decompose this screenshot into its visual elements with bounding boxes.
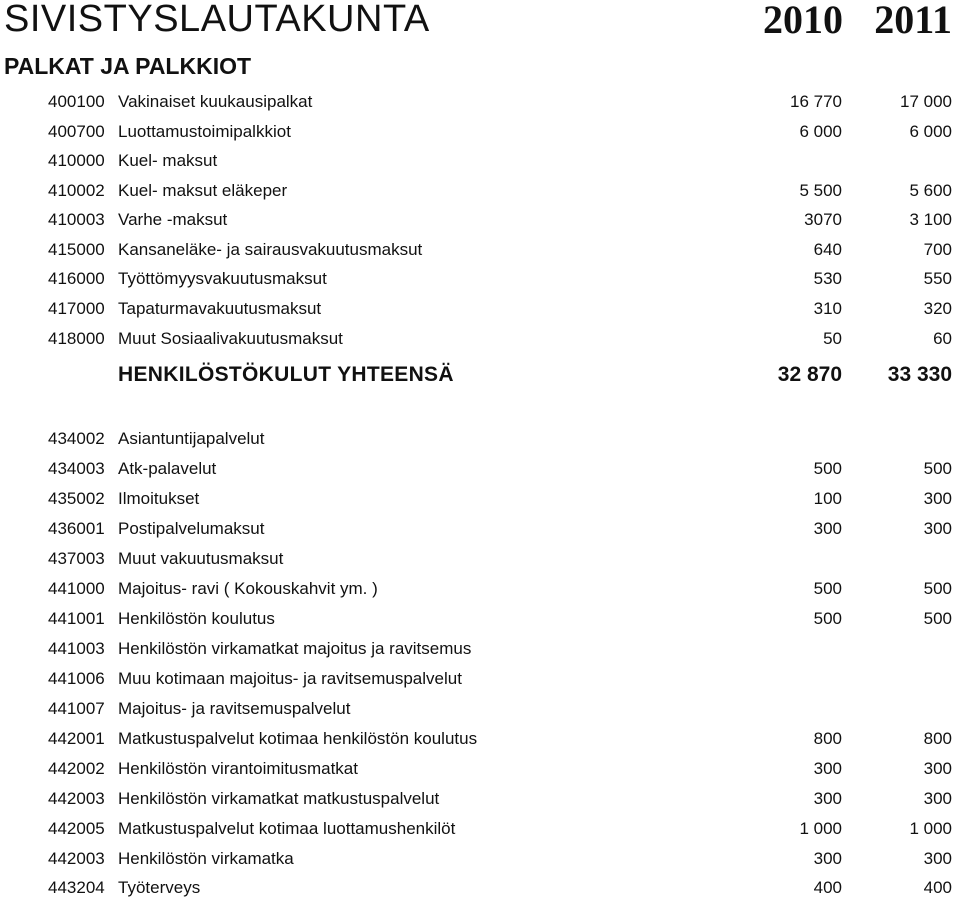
table-row xyxy=(0,237,960,263)
account-code: 442001 xyxy=(48,729,105,748)
value-2011: 500 xyxy=(923,579,952,598)
value-2011: 5 600 xyxy=(909,181,952,200)
account-code: 416000 xyxy=(48,269,105,288)
value-2011: 17 000 xyxy=(900,92,952,111)
account-code: 415000 xyxy=(48,240,105,259)
account-name: Luottamustoimipalkkiot xyxy=(118,122,291,141)
account-code: 441000 xyxy=(48,579,105,598)
account-code: 434002 xyxy=(48,429,105,448)
account-name: Muut vakuutusmaksut xyxy=(118,549,284,568)
value-2011: 1 000 xyxy=(909,819,952,838)
account-code: 400100 xyxy=(48,92,105,111)
account-code: 442002 xyxy=(48,759,105,778)
account-name: Kansaneläke- ja sairausvakuutusmaksut xyxy=(118,240,423,259)
value-2010: 1 000 xyxy=(799,819,842,838)
value-2011: 300 xyxy=(923,519,952,538)
account-code: 442003 xyxy=(48,849,105,868)
account-name: Matkustuspalvelut kotimaa henkilöstön koulutus xyxy=(118,729,478,748)
value-2011: 300 xyxy=(923,789,952,808)
value-2010: 310 xyxy=(813,299,842,318)
value-2010: 500 xyxy=(813,579,842,598)
account-code: 417000 xyxy=(48,299,105,318)
table-row xyxy=(0,816,960,842)
table-row xyxy=(0,756,960,782)
value-2011: 500 xyxy=(923,609,952,628)
account-name: Kuel- maksut eläkeper xyxy=(118,181,288,200)
account-code: 441001 xyxy=(48,609,105,628)
account-name: Majoitus- ravi ( Kokouskahvit ym. ) xyxy=(118,579,378,598)
total-2010: 32 870 xyxy=(777,363,842,386)
table-row xyxy=(0,119,960,145)
table-row xyxy=(0,516,960,542)
total-label: HENKILÖSTÖKULUT YHTEENSÄ xyxy=(118,363,454,386)
account-name: Muu kotimaan majoitus- ja ravitsemuspalvelut xyxy=(118,669,462,688)
account-name: Työterveys xyxy=(118,878,201,897)
account-code: 410000 xyxy=(48,151,105,170)
page-header xyxy=(0,0,960,40)
account-name: Henkilöstön koulutus xyxy=(118,609,275,628)
account-code: 441003 xyxy=(48,639,105,658)
account-name: Postipalvelumaksut xyxy=(118,519,265,538)
account-name: Työttömyysvakuutusmaksut xyxy=(118,269,327,288)
value-2010: 300 xyxy=(813,789,842,808)
value-2010: 6 000 xyxy=(799,122,842,141)
total-row xyxy=(0,360,960,390)
value-2010: 500 xyxy=(813,459,842,478)
table-row xyxy=(0,426,960,452)
table-row xyxy=(0,786,960,812)
account-name: Majoitus- ja ravitsemuspalvelut xyxy=(118,699,351,718)
value-2011: 320 xyxy=(923,299,952,318)
account-name: Vakinaiset kuukausipalkat xyxy=(118,92,313,111)
table-row xyxy=(0,546,960,572)
table-row xyxy=(0,576,960,602)
account-name: Henkilöstön virkamatkat majoitus ja ravitsemus xyxy=(118,639,472,658)
value-2010: 300 xyxy=(813,849,842,868)
table-row xyxy=(0,207,960,233)
value-2010: 530 xyxy=(813,269,842,288)
value-2010: 50 xyxy=(823,329,842,348)
table-row xyxy=(0,178,960,204)
value-2011: 60 xyxy=(933,329,952,348)
value-2010: 3070 xyxy=(804,210,842,229)
table-row xyxy=(0,846,960,872)
table-row xyxy=(0,696,960,722)
value-2010: 300 xyxy=(813,759,842,778)
account-code: 442005 xyxy=(48,819,105,838)
table-row xyxy=(0,326,960,352)
account-name: Ilmoitukset xyxy=(118,489,200,508)
value-2011: 400 xyxy=(923,878,952,897)
value-2010: 400 xyxy=(813,878,842,897)
value-2011: 500 xyxy=(923,459,952,478)
section-title: PALKAT JA PALKKIOT xyxy=(4,53,252,79)
table-row xyxy=(0,296,960,322)
table-row xyxy=(0,726,960,752)
table-row xyxy=(0,636,960,662)
account-name: Tapaturmavakuutusmaksut xyxy=(118,299,322,318)
value-2011: 550 xyxy=(923,269,952,288)
year-2010-header: 2010 xyxy=(763,0,843,42)
table-row xyxy=(0,148,960,174)
table-row xyxy=(0,89,960,115)
value-2010: 500 xyxy=(813,609,842,628)
account-name: Henkilöstön virantoimitusmatkat xyxy=(118,759,358,778)
account-code: 410003 xyxy=(48,210,105,229)
account-name: Matkustuspalvelut kotimaa luottamushenkilöt xyxy=(118,819,456,838)
value-2011: 800 xyxy=(923,729,952,748)
account-code: 400700 xyxy=(48,122,105,141)
table-row xyxy=(0,875,960,901)
value-2010: 640 xyxy=(813,240,842,259)
account-code: 442003 xyxy=(48,789,105,808)
table-row xyxy=(0,606,960,632)
account-name: Asiantuntijapalvelut xyxy=(118,429,265,448)
account-code: 443204 xyxy=(48,878,105,897)
value-2010: 5 500 xyxy=(799,181,842,200)
value-2011: 3 100 xyxy=(909,210,952,229)
account-name: Kuel- maksut xyxy=(118,151,218,170)
account-code: 441006 xyxy=(48,669,105,688)
page-title: SIVISTYSLAUTAKUNTA xyxy=(4,0,430,40)
account-name: Henkilöstön virkamatkat matkustuspalvelut xyxy=(118,789,440,808)
account-code: 418000 xyxy=(48,329,105,348)
value-2010: 100 xyxy=(813,489,842,508)
value-2010: 300 xyxy=(813,519,842,538)
table-row xyxy=(0,266,960,292)
value-2011: 300 xyxy=(923,489,952,508)
table-row xyxy=(0,666,960,692)
value-2011: 300 xyxy=(923,759,952,778)
account-name: Atk-palavelut xyxy=(118,459,217,478)
table-row xyxy=(0,486,960,512)
table-row xyxy=(0,456,960,482)
account-name: Henkilöstön virkamatka xyxy=(118,849,294,868)
account-code: 437003 xyxy=(48,549,105,568)
account-code: 434003 xyxy=(48,459,105,478)
value-2011: 700 xyxy=(923,240,952,259)
account-code: 441007 xyxy=(48,699,105,718)
year-2011-header: 2011 xyxy=(874,0,952,42)
account-name: Muut Sosiaalivakuutusmaksut xyxy=(118,329,343,348)
value-2011: 6 000 xyxy=(909,122,952,141)
account-code: 410002 xyxy=(48,181,105,200)
account-name: Varhe -maksut xyxy=(118,210,228,229)
account-code: 436001 xyxy=(48,519,105,538)
total-2011: 33 330 xyxy=(887,363,952,386)
account-code: 435002 xyxy=(48,489,105,508)
value-2010: 16 770 xyxy=(790,92,842,111)
value-2011: 300 xyxy=(923,849,952,868)
value-2010: 800 xyxy=(813,729,842,748)
